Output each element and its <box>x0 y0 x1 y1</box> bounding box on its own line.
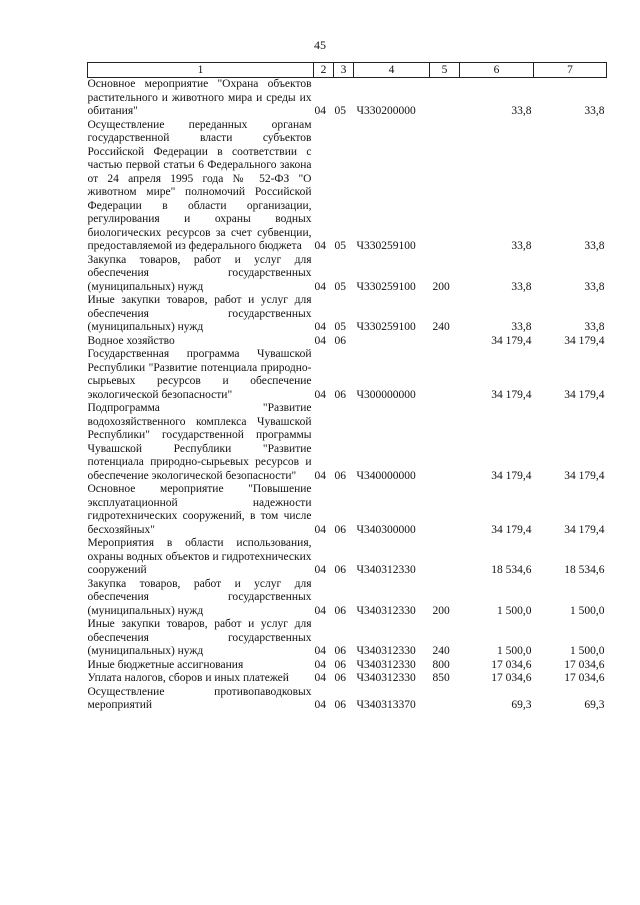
row-sum-2-cell: 34 179,4 <box>564 388 605 401</box>
row-subsection-cell: 06 <box>334 523 346 536</box>
row-name-cell: Государственная программа Чувашской Республики "Развитие потенциала природно-сырьевых ресурсов и обеспечение экологической безопасности" <box>87 348 312 401</box>
header-cell-subsection: 3 <box>334 63 354 78</box>
row-section-cell: 04 <box>314 240 326 252</box>
row-section-cell: 04 <box>314 645 326 657</box>
row-expense-type-cell: 800 <box>432 658 450 671</box>
row-sum-1-cell: 33,8 <box>511 105 532 117</box>
row-subsection-cell: 06 <box>334 564 346 576</box>
row-section-cell: 04 <box>314 105 326 117</box>
row-name-cell: Иные бюджетные ассигнования <box>87 658 244 671</box>
row-name-cell: Основное мероприятие "Повышение эксплуатационной надежности гидротехнических сооружений, в том числе бесхозяйных" <box>87 483 312 536</box>
row-section-cell: 04 <box>314 564 326 576</box>
row-subsection-cell: 05 <box>334 240 346 252</box>
row-sum-1-cell: 1 500,0 <box>497 645 532 657</box>
header-cell-name: 1 <box>88 63 314 78</box>
row-target-code-cell: Ч340312330 <box>356 564 416 576</box>
row-name-cell: Осуществление переданных органам государственной власти субъектов Российской Федерации в соответствии с частью первой статьи 6 Федерального закона от 24 апреля 1995 года № 52-ФЗ "О животном мире" полномочий Российской Федерации в области организации, регулирования и охраны водных биологических ресурсов за счет субвенции, предоставляемой из федерального бюджета <box>87 118 312 252</box>
row-expense-type-cell <box>430 686 460 713</box>
header-cell-section: 2 <box>314 63 334 78</box>
row-name-cell: Мероприятия в области использования, охраны водных объектов и гидротехнических сооружений <box>87 537 312 576</box>
table-row <box>88 659 607 673</box>
row-subsection-cell: 05 <box>334 105 346 117</box>
row-sum-1-cell: 34 179,4 <box>491 469 532 482</box>
row-subsection-cell: 06 <box>334 604 346 617</box>
row-expense-type-cell <box>430 78 460 119</box>
header-cell-expense-type: 5 <box>430 63 460 78</box>
row-target-code-cell: Ч340000000 <box>356 469 416 482</box>
row-target-code-cell <box>354 335 430 349</box>
row-expense-type-cell <box>430 348 460 402</box>
row-target-code-cell: Ч340312330 <box>356 658 416 671</box>
row-target-code-cell: Ч300000000 <box>356 388 416 401</box>
row-sum-2-cell: 69,3 <box>584 699 605 711</box>
row-subsection-cell: 05 <box>334 280 346 293</box>
row-subsection-cell: 06 <box>334 645 346 657</box>
row-expense-type-cell: 200 <box>432 280 450 293</box>
row-sum-2-cell: 33,8 <box>584 321 605 333</box>
row-sum-1-cell: 33,8 <box>511 321 532 333</box>
row-sum-1-cell: 34 179,4 <box>491 523 532 536</box>
row-sum-1-cell: 34 179,4 <box>491 388 532 401</box>
row-name-cell: Закупка товаров, работ и услуг для обеспечения государственных (муниципальных) нужд <box>87 577 312 617</box>
page-number: 45 <box>314 38 326 52</box>
row-sum-1-cell: 17 034,6 <box>491 672 532 684</box>
row-sum-1-cell: 69,3 <box>511 699 532 711</box>
table-row <box>88 686 607 713</box>
row-expense-type-cell <box>430 483 460 537</box>
row-expense-type-cell: 200 <box>432 604 450 617</box>
table-row <box>88 294 607 335</box>
row-subsection-cell: 06 <box>334 699 346 711</box>
row-sum-1-cell: 33,8 <box>511 240 532 252</box>
row-sum-2-cell: 18 534,6 <box>564 564 605 576</box>
row-target-code-cell: Ч330200000 <box>356 105 416 117</box>
table-header-row <box>88 63 607 78</box>
row-expense-type-cell <box>430 537 460 578</box>
table-row <box>88 618 607 659</box>
table-row <box>88 119 607 254</box>
row-expense-type-cell <box>430 335 460 349</box>
table-row <box>88 348 607 402</box>
row-name-cell: Закупка товаров, работ и услуг для обеспечения государственных (муниципальных) нужд <box>87 253 312 293</box>
row-section-cell: 04 <box>314 523 326 536</box>
row-section-cell: 04 <box>314 334 326 347</box>
row-subsection-cell: 06 <box>334 334 346 347</box>
row-sum-1-cell: 17 034,6 <box>491 658 532 671</box>
row-target-code-cell: Ч330259100 <box>356 321 416 333</box>
row-section-cell: 04 <box>314 604 326 617</box>
row-expense-type-cell: 240 <box>432 645 450 657</box>
row-subsection-cell: 06 <box>334 388 346 401</box>
table-row <box>88 537 607 578</box>
row-section-cell: 04 <box>314 388 326 401</box>
row-section-cell: 04 <box>314 672 326 684</box>
row-sum-2-cell: 17 034,6 <box>564 658 605 671</box>
row-sum-1-cell: 34 179,4 <box>491 334 532 347</box>
table-row <box>88 254 607 295</box>
row-subsection-cell: 06 <box>334 658 346 671</box>
row-sum-2-cell: 33,8 <box>584 280 605 293</box>
row-sum-2-cell: 33,8 <box>584 105 605 117</box>
table-row <box>88 672 607 686</box>
row-target-code-cell: Ч330259100 <box>356 280 416 293</box>
row-expense-type-cell <box>430 402 460 483</box>
row-section-cell: 04 <box>314 321 326 333</box>
row-name-cell: Иные закупки товаров, работ и услуг для обеспечения государственных (муниципальных) нужд <box>87 618 312 657</box>
table-row <box>88 578 607 619</box>
row-name-cell: Осуществление противопаводковых мероприятий <box>87 685 312 711</box>
row-subsection-cell: 05 <box>334 321 346 333</box>
row-target-code-cell: Ч340312330 <box>356 645 416 657</box>
row-target-code-cell: Ч340312330 <box>356 672 416 684</box>
row-subsection-cell: 06 <box>334 469 346 482</box>
row-name-cell: Водное хозяйство <box>87 334 175 347</box>
row-expense-type-cell: 240 <box>432 321 450 333</box>
header-cell-sum-1: 6 <box>460 63 534 78</box>
row-target-code-cell: Ч340313370 <box>356 699 416 711</box>
row-target-code-cell: Ч340312330 <box>356 604 416 617</box>
header-cell-target: 4 <box>354 63 430 78</box>
row-sum-1-cell: 33,8 <box>511 280 532 293</box>
row-sum-2-cell: 17 034,6 <box>564 672 605 684</box>
row-expense-type-cell <box>430 119 460 254</box>
row-sum-2-cell: 33,8 <box>584 240 605 252</box>
row-sum-1-cell: 18 534,6 <box>491 564 532 576</box>
row-section-cell: 04 <box>314 280 326 293</box>
row-target-code-cell: Ч330259100 <box>356 240 416 252</box>
row-sum-2-cell: 1 500,0 <box>570 604 605 617</box>
row-subsection-cell: 06 <box>334 672 346 684</box>
row-section-cell: 04 <box>314 658 326 671</box>
row-name-cell: Основное мероприятие "Охрана объектов растительного и животного мира и среды их обитания" <box>87 78 312 117</box>
table-row <box>88 78 607 119</box>
row-section-cell: 04 <box>314 469 326 482</box>
header-cell-sum-2: 7 <box>534 63 607 78</box>
row-sum-2-cell: 34 179,4 <box>564 334 605 347</box>
budget-table <box>87 62 607 713</box>
table-body <box>88 78 607 713</box>
row-section-cell: 04 <box>314 699 326 711</box>
row-name-cell: Подпрограмма "Развитие водохозяйственного комплекса Чувашской Республики" государственной программы Чувашской Республики "Развитие потенциала природно-сырьевых ресурсов и обеспечение экологической безопасности" <box>87 402 312 482</box>
row-target-code-cell: Ч340300000 <box>356 523 416 536</box>
row-name-cell: Уплата налогов, сборов и иных платежей <box>87 672 289 684</box>
row-sum-2-cell: 1 500,0 <box>570 645 605 657</box>
table-row <box>88 402 607 483</box>
row-expense-type-cell: 850 <box>432 672 450 684</box>
row-name-cell: Иные закупки товаров, работ и услуг для обеспечения государственных (муниципальных) нужд <box>87 294 312 333</box>
table-row <box>88 335 607 349</box>
table-row <box>88 483 607 537</box>
row-sum-2-cell: 34 179,4 <box>564 523 605 536</box>
row-sum-1-cell: 1 500,0 <box>497 604 532 617</box>
row-sum-2-cell: 34 179,4 <box>564 469 605 482</box>
